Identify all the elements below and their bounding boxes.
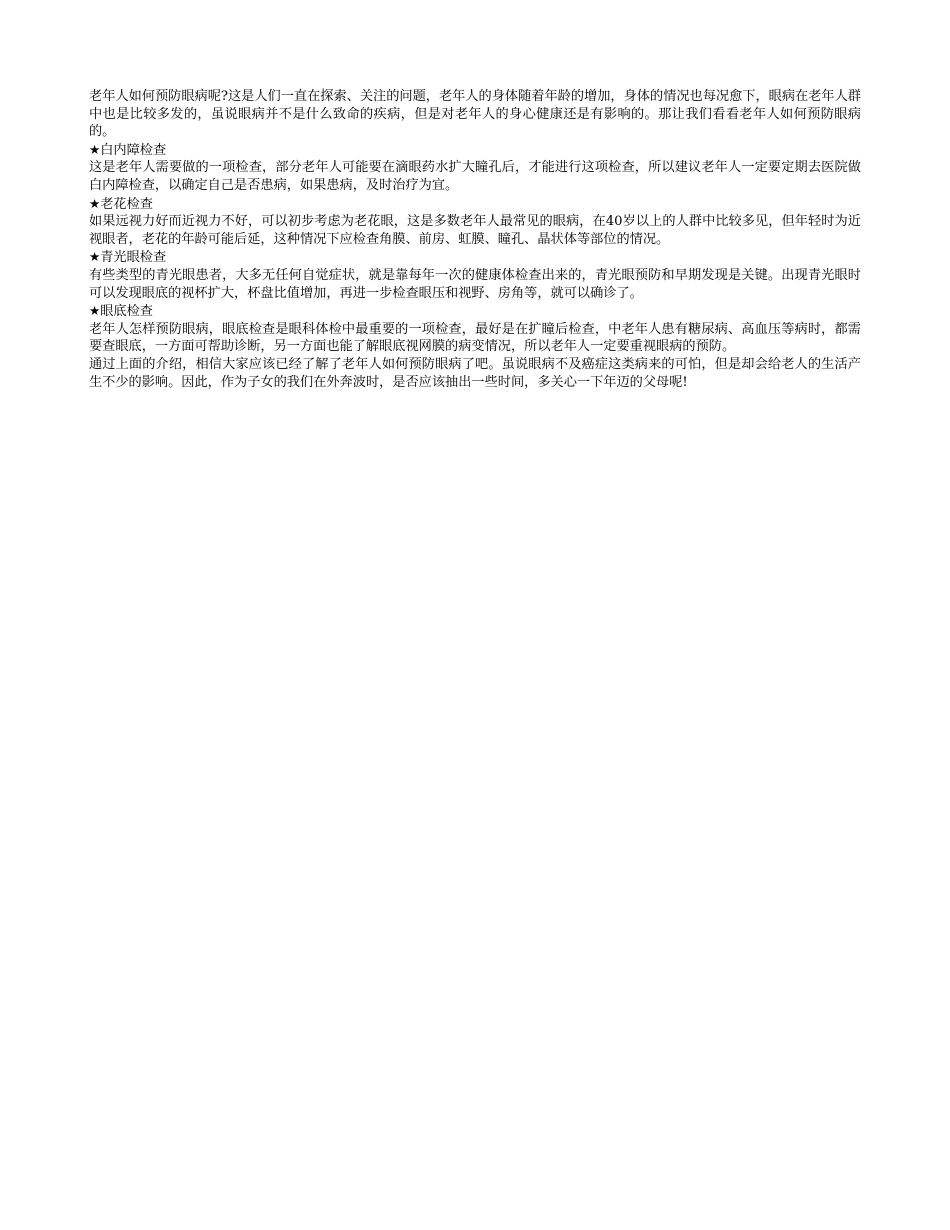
section-title: 白内障检查 xyxy=(100,142,167,158)
section-body-cataract: 这是老年人需要做的一项检查，部分老年人可能要在滴眼药水扩大瞳孔后，才能进行这项检查，所以建议老年人一定要定期去医院做白内障检查，以确定自己是否患病，如果患病，及时治疗为宜。 xyxy=(89,160,861,193)
intro-paragraph: 老年人如何预防眼病呢?这是人们一直在探索、关注的问题，老年人的身体随着年龄的增加，身体的情况也每况愈下，眼病在老年人群中也是比较多发的，虽说眼病并不是什么致命的疾病，但是对老年人的身心健康还是有影响的。那让我们看看老年人如何预防眼病的。 xyxy=(89,89,861,140)
section-body-glaucoma: 有些类型的青光眼患者，大多无任何自觉症状，就是靠每年一次的健康体检查出来的，青光眼预防和早期发现是关键。出现青光眼时可以发现眼底的视杯扩大，杯盘比值增加，再进一步检查眼压和视野、房角等，就可以确诊了。 xyxy=(89,267,861,301)
section-heading-glaucoma xyxy=(89,248,861,267)
section-heading-fundus xyxy=(89,302,861,321)
section-body-fundus: 老年人怎样预防眼病，眼底检查是眼科体检中最重要的一项检查，最好是在扩瞳后检查，中老年人患有糖尿病、高血压等病时，都需要查眼底，一方面可帮助诊断，另一方面也能了解眼底视网膜的病变情况，所以老年人一定要重视眼病的预防。 xyxy=(89,321,861,355)
section-body-presbyopia: 如果远视力好而近视力不好，可以初步考虑为老花眼，这是多数老年人最常见的眼病，在40岁以上的人群中比较多见，但年轻时为近视眼者，老花的年龄可能后延，这种情况下应检查角膜、前房、虹膜、瞳孔、晶状体等部位的情况。 xyxy=(89,214,861,247)
section-title: 青光眼检查 xyxy=(100,250,167,266)
star-icon: ★ xyxy=(89,303,101,319)
article xyxy=(89,88,861,391)
section-heading-cataract xyxy=(89,141,861,160)
section-title: 老花检查 xyxy=(100,196,153,212)
conclusion-paragraph: 通过上面的介绍，相信大家应该已经了解了老年人如何预防眼病了吧。虽说眼病不及癌症这类病来的可怕，但是却会给老人的生活产生不少的影响。因此，作为子女的我们在外奔波时，是否应该抽出一些时间，多关心一下年迈的父母呢! xyxy=(89,356,861,390)
star-icon: ★ xyxy=(89,249,101,265)
star-icon: ★ xyxy=(89,141,101,157)
section-heading-presbyopia xyxy=(89,195,861,214)
star-icon: ★ xyxy=(89,195,101,211)
section-title: 眼底检查 xyxy=(100,304,153,320)
